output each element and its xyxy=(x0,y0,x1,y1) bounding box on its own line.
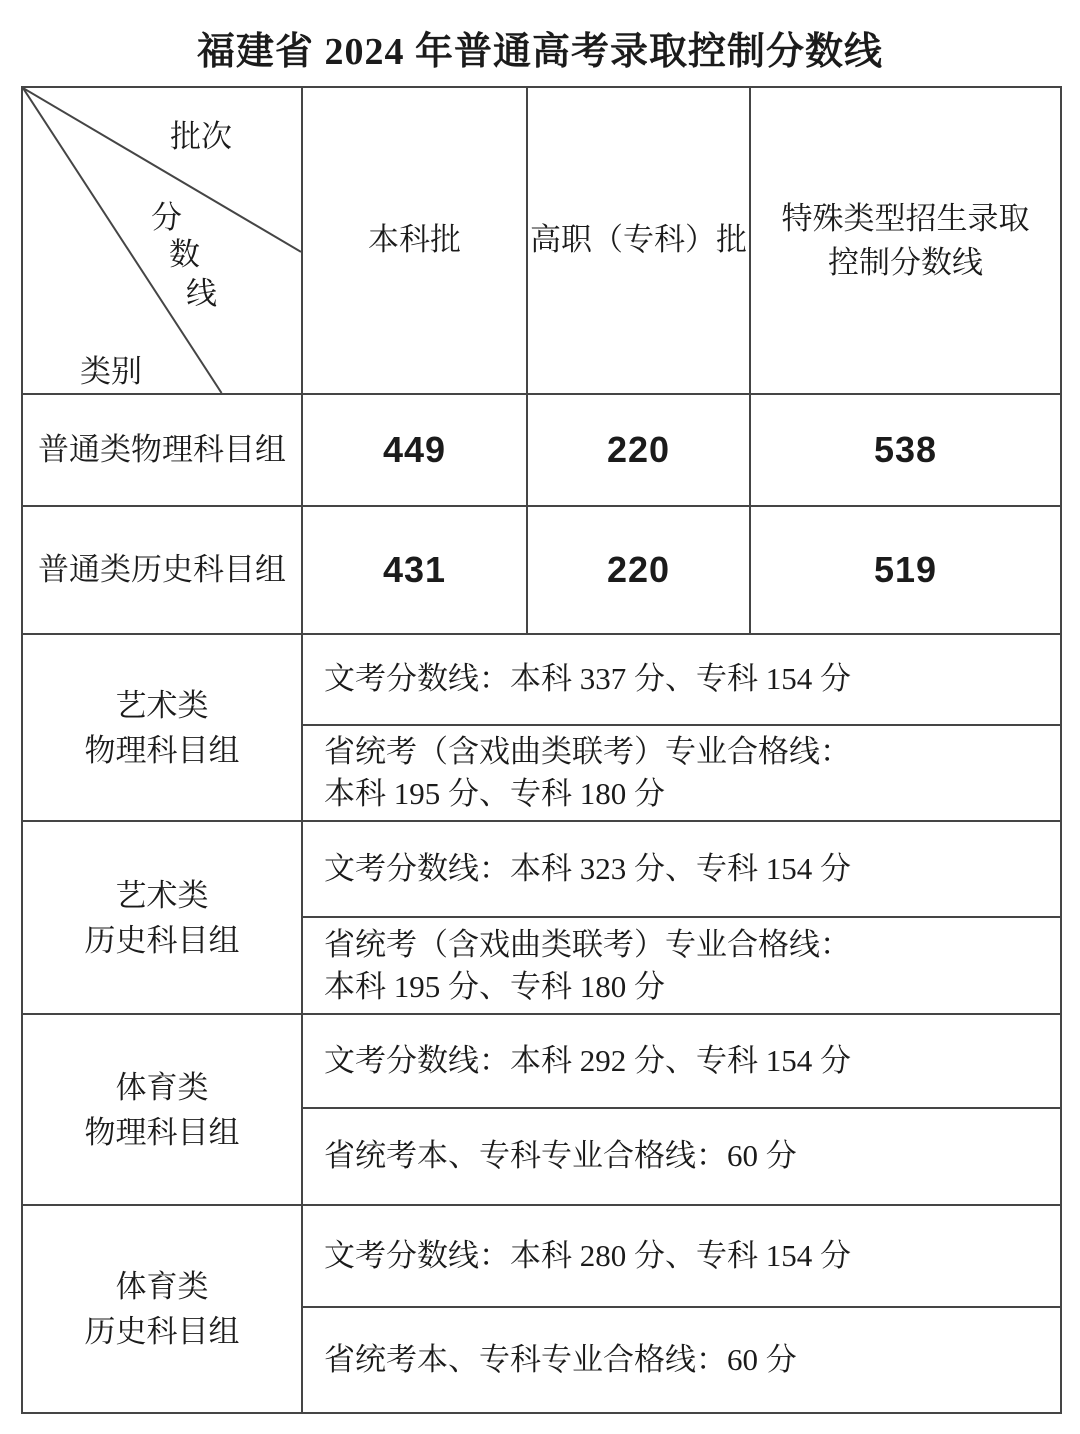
detail-yishu-lishi-tongkao xyxy=(303,918,1060,1015)
detail-tongkao-line2: 本科 195 分、专科 180 分 xyxy=(324,776,665,811)
row-label-putong-lishi: 普通类历史科目组 xyxy=(23,507,303,635)
score-table xyxy=(21,86,1062,1414)
row-label-line1: 体育类 xyxy=(115,1069,209,1105)
score-putong-wuli-benke: 449 xyxy=(303,395,528,507)
row-label-line1: 艺术类 xyxy=(115,877,209,913)
detail-tiyu-lishi-tongkao: 省统考本、专科专业合格线：60 分 xyxy=(324,1341,797,1377)
column-header-teshu-line2: 控制分数线 xyxy=(828,244,983,280)
score-putong-lishi-gaozhi: 220 xyxy=(528,507,751,635)
corner-label-score-char2: 数 xyxy=(169,237,200,272)
column-header-teshu xyxy=(751,88,1060,395)
column-header-benke: 本科批 xyxy=(303,88,528,395)
detail-yishu-wuli-tongkao xyxy=(303,726,1060,822)
row-label-line2: 物理科目组 xyxy=(84,732,240,768)
score-putong-wuli-teshu: 538 xyxy=(751,395,1060,507)
score-putong-lishi-benke: 431 xyxy=(303,507,528,635)
score-putong-lishi-teshu: 519 xyxy=(751,507,1060,635)
row-label-line2: 物理科目组 xyxy=(84,1114,240,1150)
row-label-putong-wuli: 普通类物理科目组 xyxy=(23,395,303,507)
detail-tongkao-line1: 省统考（含戏曲类联考）专业合格线： xyxy=(324,734,851,769)
row-label-tiyu-wuli xyxy=(23,1015,303,1206)
detail-tiyu-lishi-wenkao: 文考分数线：本科 280 分、专科 154 分 xyxy=(303,1206,1060,1308)
column-header-gaozhi: 高职（专科）批 xyxy=(528,88,751,395)
row-label-line1: 体育类 xyxy=(115,1269,209,1304)
corner-label-batch: 批次 xyxy=(170,119,232,154)
detail-tiyu-wuli-tongkao: 省统考本、专科专业合格线：60 分 xyxy=(303,1109,1060,1206)
detail-tongkao-line1: 省统考（含戏曲类联考）专业合格线： xyxy=(324,926,851,962)
detail-yishu-lishi-wenkao: 文考分数线：本科 323 分、专科 154 分 xyxy=(303,822,1060,918)
row-label-line2: 历史科目组 xyxy=(84,1314,240,1349)
score-putong-wuli-gaozhi: 220 xyxy=(528,395,751,507)
row-label-line1: 艺术类 xyxy=(115,687,209,723)
row-label-yishu-wuli xyxy=(23,635,303,822)
page-title: 福建省 2024 年普通高考录取控制分数线 xyxy=(196,31,883,73)
diagonal-divider-lines xyxy=(23,88,301,393)
detail-tiyu-wuli-wenkao: 文考分数线：本科 292 分、专科 154 分 xyxy=(303,1015,1060,1109)
corner-label-category: 类别 xyxy=(80,354,142,389)
corner-label-score-char3: 线 xyxy=(186,276,217,311)
column-header-teshu-line1: 特殊类型招生录取 xyxy=(781,200,1030,236)
corner-label-score-char1: 分 xyxy=(151,200,182,235)
row-label-tiyu-lishi xyxy=(23,1206,303,1412)
row-label-line2: 历史科目组 xyxy=(84,922,240,958)
detail-tongkao-line2: 本科 195 分、专科 180 分 xyxy=(324,968,665,1004)
row-label-yishu-lishi xyxy=(23,822,303,1015)
detail-yishu-wuli-wenkao: 文考分数线：本科 337 分、专科 154 分 xyxy=(303,635,1060,726)
corner-header-cell xyxy=(23,88,303,395)
